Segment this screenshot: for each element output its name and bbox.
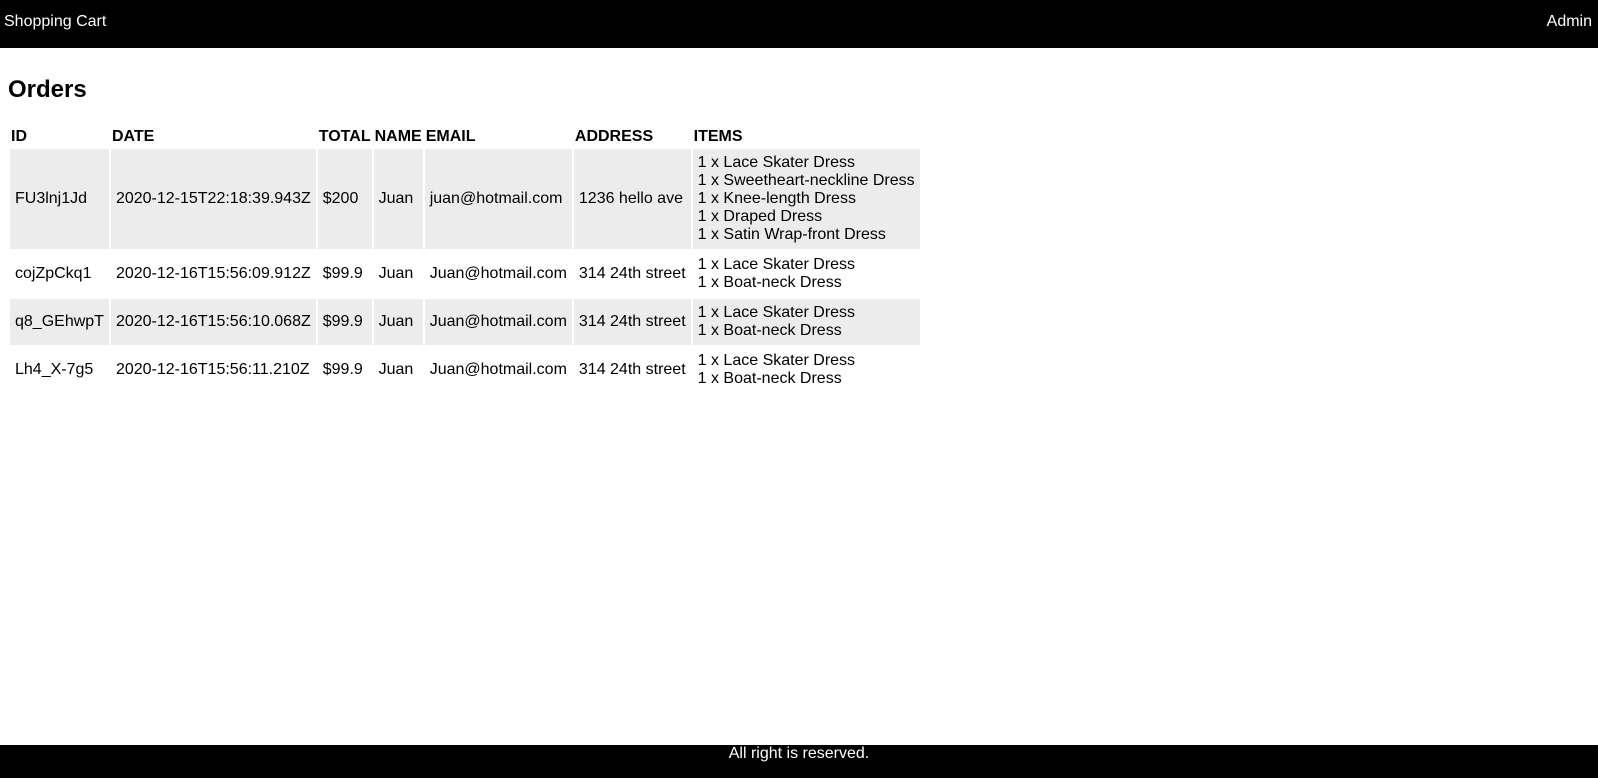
column-header-total: TOTAL — [318, 128, 371, 145]
order-date-cell: 2020-12-16T15:56:09.912Z — [115, 265, 311, 282]
table-row — [10, 299, 920, 345]
order-item: 1 x Lace Skater Dress — [697, 352, 856, 369]
order-total-cell: $99.9 — [322, 361, 363, 378]
order-item: 1 x Lace Skater Dress — [697, 154, 856, 171]
admin-link[interactable]: Admin — [1546, 13, 1592, 30]
column-header-id: ID — [11, 128, 27, 145]
column-header-address: ADDRESS — [574, 128, 654, 145]
order-id-cell: Lh4_X-7g5 — [15, 361, 94, 378]
order-item: 1 x Boat-neck Dress — [697, 274, 842, 291]
order-items-list — [698, 154, 915, 244]
order-item: 1 x Lace Skater Dress — [697, 256, 856, 273]
order-email-cell: Juan@hotmail.com — [429, 361, 567, 378]
order-name-cell: Juan — [378, 361, 414, 378]
order-name-cell: Juan — [374, 299, 423, 345]
column-header-name: NAME — [374, 128, 422, 145]
order-items-cell — [693, 251, 920, 297]
order-id-cell: cojZpCkq1 — [15, 265, 92, 282]
order-name-cell: Juan — [374, 149, 423, 249]
order-total-cell: $99.9 — [322, 265, 363, 282]
order-item: 1 x Sweetheart-neckline Dress — [697, 172, 915, 189]
column-header-date: DATE — [111, 128, 155, 145]
order-total-cell: $99.9 — [318, 299, 372, 345]
order-id-cell: FU3lnj1Jd — [10, 149, 109, 249]
order-email-cell: Juan@hotmail.com — [429, 265, 567, 282]
table-row — [10, 149, 920, 249]
table-header-row — [10, 127, 920, 147]
order-address-cell: 314 24th street — [578, 361, 686, 378]
order-address-cell: 314 24th street — [578, 265, 686, 282]
order-item: 1 x Boat-neck Dress — [697, 370, 842, 387]
column-header-items: ITEMS — [693, 128, 743, 145]
footer-copyright: All right is reserved. — [728, 745, 870, 762]
order-item: 1 x Lace Skater Dress — [697, 304, 856, 321]
order-id-cell: q8_GEhwpT — [10, 299, 109, 345]
order-items-cell — [693, 299, 920, 345]
table-row — [10, 347, 920, 393]
table-row — [10, 251, 920, 297]
order-date-cell: 2020-12-16T15:56:10.068Z — [111, 299, 316, 345]
brand-link[interactable]: Shopping Cart — [4, 13, 107, 30]
order-item: 1 x Satin Wrap-front Dress — [697, 226, 886, 243]
column-header-email: EMAIL — [425, 128, 476, 145]
order-email-cell: juan@hotmail.com — [425, 149, 572, 249]
order-items-cell — [693, 347, 920, 393]
order-item: 1 x Draped Dress — [697, 208, 823, 225]
order-items-list — [698, 352, 915, 388]
order-total-cell: $200 — [318, 149, 372, 249]
order-date-cell: 2020-12-15T22:18:39.943Z — [111, 149, 316, 249]
order-items-list — [698, 304, 915, 340]
footer — [0, 745, 1598, 778]
order-item: 1 x Boat-neck Dress — [697, 322, 842, 339]
top-nav-bar — [0, 0, 1598, 48]
order-items-list — [698, 256, 915, 292]
order-address-cell: 1236 hello ave — [574, 149, 691, 249]
page-title: Orders — [8, 76, 87, 103]
order-name-cell: Juan — [378, 265, 414, 282]
order-address-cell: 314 24th street — [574, 299, 691, 345]
orders-table — [8, 125, 922, 395]
order-item: 1 x Knee-length Dress — [697, 190, 856, 207]
order-items-cell — [693, 149, 920, 249]
order-email-cell: Juan@hotmail.com — [425, 299, 572, 345]
order-date-cell: 2020-12-16T15:56:11.210Z — [115, 361, 310, 378]
